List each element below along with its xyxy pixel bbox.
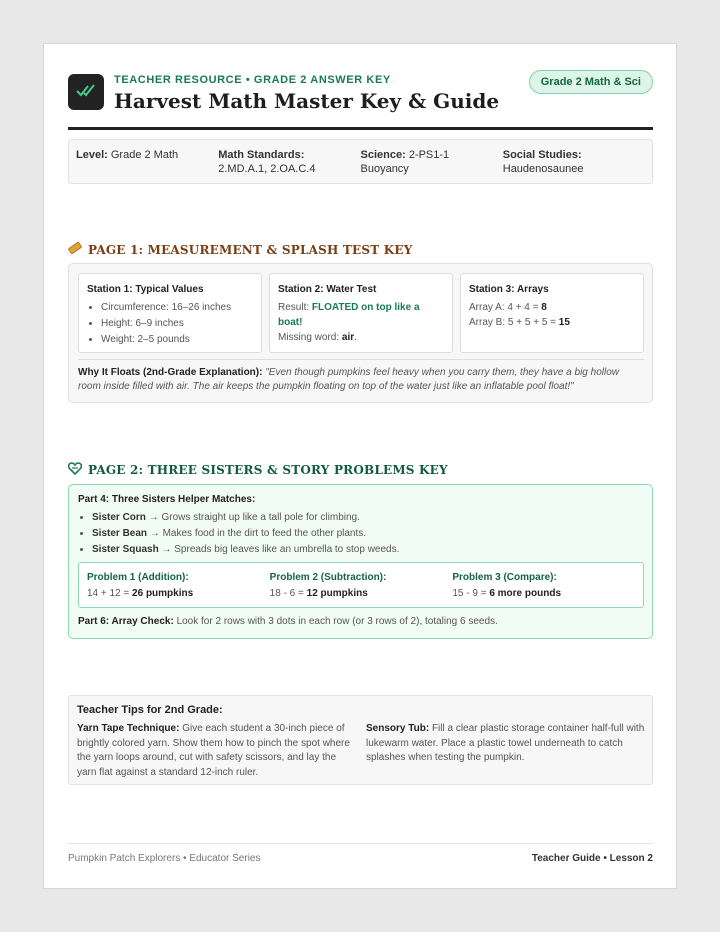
problem-answer: 26 pumpkins — [132, 588, 194, 599]
problem-answer: 12 pumpkins — [306, 588, 368, 599]
why-it-floats — [78, 359, 644, 394]
three-sisters-key-box — [68, 484, 653, 639]
helper-desc: → Grows straight up like a tall pole for climbing. — [148, 512, 360, 523]
section1-title — [68, 241, 413, 258]
part6-line — [78, 616, 498, 627]
why-text: "Even though pumpkins feel heavy when you carry them, they have a big hollow room inside filled with air. The air keeps the pumpkin floating on top of the water just like an inflatable pool float!" — [78, 367, 619, 392]
part6-label: Part 6: Array Check: — [78, 616, 174, 627]
why-label: Why It Floats (2nd-Grade Explanation): — [78, 367, 263, 378]
problem-3 — [452, 570, 635, 600]
station2-card — [269, 273, 453, 353]
problem-expr: 15 - 9 = — [452, 588, 487, 599]
problem-answer: 6 more pounds — [489, 588, 562, 599]
problem-expr: 14 + 12 = — [87, 588, 130, 599]
array-b-line — [469, 315, 635, 330]
problem-title: Problem 3 (Compare): — [452, 572, 557, 583]
tip-text: Fill a clear plastic storage container half-full with lukewarm water. Place a plastic towel underneath to catch splashes when testing the pumpkin. — [366, 723, 645, 763]
part4-title: Part 4: Three Sisters Helper Matches: — [78, 494, 256, 505]
missing-label: Missing word: — [278, 332, 340, 343]
heart-icon — [68, 462, 82, 478]
problem-title: Problem 2 (Subtraction): — [269, 572, 387, 583]
problem-expr: 18 - 6 = — [269, 588, 304, 599]
list-item: • Height: 6–9 inches — [101, 316, 253, 331]
section2-title — [68, 462, 448, 478]
meta-science — [361, 148, 503, 175]
station3-title: Station 3: Arrays — [469, 284, 549, 295]
problem-answer-line — [87, 586, 270, 602]
list-item — [92, 526, 399, 542]
tip-label: Sensory Tub: — [366, 723, 430, 734]
footer-lesson: Teacher Guide • Lesson 2 — [531, 853, 653, 864]
array-a-label: Array A: 4 + 4 = — [469, 302, 539, 313]
array-a-value: 8 — [541, 302, 547, 313]
page-header — [68, 74, 653, 130]
worksheet-page — [43, 43, 677, 889]
meta-label: Science: — [360, 149, 406, 161]
grade-badge: Grade 2 Math & Sci — [529, 70, 653, 94]
meta-level — [76, 148, 218, 175]
missing-word-line: Missing word: air. — [278, 332, 357, 343]
list-item: • Circumference: 16–26 inches — [101, 300, 253, 315]
page-title: Harvest Math Master Key & Guide — [114, 89, 500, 113]
problems-panel — [78, 562, 644, 608]
helper-name: Sister Corn — [92, 512, 146, 523]
problem-answer-line — [270, 586, 453, 602]
result-line — [278, 300, 444, 330]
helper-name: Sister Bean — [92, 528, 148, 539]
problem-answer-line — [452, 586, 635, 602]
array-b-value: 15 — [558, 317, 570, 328]
list-item — [92, 542, 399, 558]
tip-sensory — [366, 722, 645, 780]
problem-title: Problem 1 (Addition): — [87, 572, 189, 583]
header-eyebrow: TEACHER RESOURCE • GRADE 2 ANSWER KEY — [114, 74, 391, 86]
list-item — [92, 510, 399, 526]
logo — [68, 74, 104, 110]
meta-value: Grade 2 Math — [110, 149, 179, 161]
array-a-line — [469, 300, 635, 315]
part6-text: Look for 2 rows with 3 dots in each row (or 3 rows of 2), totaling 6 seeds. — [176, 616, 498, 627]
meta-social — [503, 148, 645, 175]
tip-text: Give each student a 30-inch piece of brightly colored yarn. Show them how to pinch the spot where the yarn loops around, cut with safety scissors, and lay the yarn flat against a standard 12-inch ruler. — [77, 723, 350, 778]
meta-label: Social Studies: — [502, 149, 582, 161]
station1-card — [78, 273, 262, 353]
helper-desc: → Spreads big leaves like an umbrella to stop weeds. — [161, 544, 400, 555]
station3-card — [460, 273, 644, 353]
list-item: • Weight: 2–5 pounds — [101, 332, 253, 347]
tips-title: Teacher Tips for 2nd Grade: — [77, 704, 223, 716]
station2-title: Station 2: Water Test — [278, 284, 377, 295]
problem-1 — [87, 570, 270, 600]
section1-title-text: PAGE 1: MEASUREMENT & SPLASH TEST KEY — [88, 242, 413, 257]
checkmark-icon — [76, 83, 96, 102]
meta-value: 2-PS1-1 Buoyancy — [360, 149, 450, 175]
array-b-label: Array B: 5 + 5 + 5 = — [469, 317, 556, 328]
station1-title: Station 1: Typical Values — [87, 284, 204, 295]
helper-name: Sister Squash — [92, 544, 159, 555]
standards-bar — [68, 139, 653, 184]
ruler-icon — [68, 241, 82, 258]
teacher-tips-box — [68, 695, 653, 785]
meta-value: 2.MD.A.1, 2.OA.C.4 — [218, 163, 316, 175]
section2-title-text: PAGE 2: THREE SISTERS & STORY PROBLEMS KEY — [88, 463, 448, 477]
helper-desc: → Makes food in the dirt to feed the other plants. — [149, 528, 367, 539]
result-label: Result: — [278, 302, 310, 313]
tip-yarn — [77, 722, 356, 780]
footer-series: Pumpkin Patch Explorers • Educator Series — [68, 853, 261, 864]
meta-label: Level: — [76, 149, 108, 161]
missing-value: air — [341, 332, 355, 343]
page-footer — [68, 843, 653, 864]
problem-2 — [270, 570, 453, 600]
meta-math — [218, 148, 360, 175]
result-value: FLOATED on top like a boat! — [278, 302, 420, 328]
helper-list — [78, 510, 399, 558]
measurement-key-box — [68, 263, 653, 403]
meta-value: Haudenosaunee — [502, 163, 584, 175]
tip-label: Yarn Tape Technique: — [77, 723, 180, 734]
meta-label: Math Standards: — [218, 149, 305, 161]
